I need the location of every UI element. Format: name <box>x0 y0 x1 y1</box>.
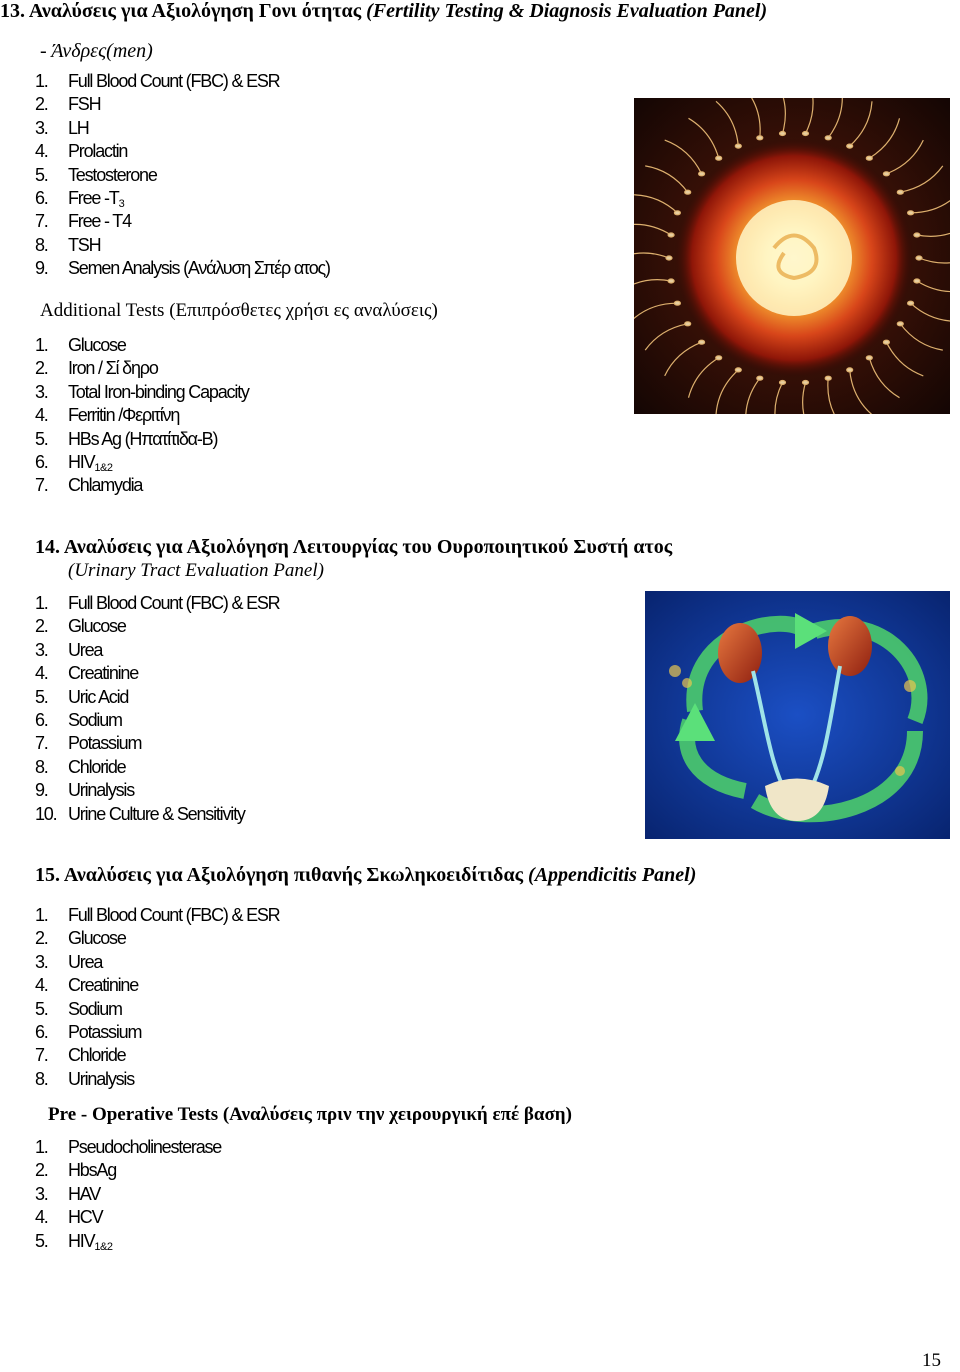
list-item-number: 1. <box>35 905 48 925</box>
sperm-egg-graphic <box>634 98 950 414</box>
list-item-number: 7. <box>35 733 48 754</box>
list-item-text: Prolactin <box>68 141 128 162</box>
sperm-head <box>666 256 672 260</box>
list-item <box>35 904 279 927</box>
sperm-head <box>716 356 722 360</box>
sperm-head <box>668 233 674 237</box>
list-item <box>35 140 330 163</box>
list-item-number: 10. <box>35 803 57 824</box>
list-item-number: 8. <box>35 756 48 777</box>
list-item-text: HIV <box>68 1230 95 1251</box>
page-number: 15 <box>922 1350 941 1371</box>
list-item-text: Glucose <box>68 616 126 637</box>
list-item <box>35 451 249 474</box>
sperm-head <box>735 144 741 148</box>
list-item-text: Uric Acid <box>68 686 129 707</box>
list-item <box>35 187 330 210</box>
list-item <box>35 93 330 116</box>
sperm-head <box>916 256 922 260</box>
list-item-number: 3. <box>35 381 48 402</box>
list-item <box>35 210 330 233</box>
list-item <box>35 381 249 404</box>
men-tests-list <box>35 70 330 281</box>
sperm-head <box>780 132 786 136</box>
sperm-head <box>908 301 914 305</box>
list-item <box>35 615 279 638</box>
list-item <box>35 779 279 802</box>
sperm-head <box>674 211 680 215</box>
list-item-number: 4. <box>35 141 48 162</box>
list-item-text: HbsAg <box>68 1160 117 1181</box>
list-item <box>35 639 279 662</box>
sperm-head <box>825 376 831 380</box>
list-item-text: Sodium <box>68 709 122 730</box>
list-item <box>35 709 279 732</box>
list-item-text: HCV <box>68 1207 103 1228</box>
list-item-number: 5. <box>35 428 48 449</box>
list-item-number: 5. <box>35 164 48 185</box>
list-item <box>35 234 330 257</box>
list-item-number: 7. <box>35 211 48 232</box>
list-item-number: 6. <box>35 709 48 730</box>
sperm-head <box>847 368 853 372</box>
list-item <box>35 1183 221 1206</box>
list-item-number: 1. <box>35 1137 48 1157</box>
sperm-head <box>803 132 809 136</box>
sperm-head <box>897 190 903 194</box>
list-item-text: Full Blood Count (FBC) & ESR <box>68 71 280 91</box>
list-item-text: Full Blood Count (FBC) & ESR <box>68 593 280 613</box>
appendicitis-tests-list <box>35 904 279 1091</box>
preop-tests-list <box>35 1136 221 1253</box>
sperm-head <box>914 233 920 237</box>
list-item-text: Urea <box>68 639 103 660</box>
list-item-number: 7. <box>35 475 48 496</box>
sperm-head <box>897 322 903 326</box>
list-item-number: 2. <box>35 928 48 949</box>
sperm-head <box>685 322 691 326</box>
list-item-text: Potassium <box>68 733 142 754</box>
list-item-text: Urinalysis <box>68 780 135 801</box>
sperm-egg-image <box>634 98 950 414</box>
list-item-number: 7. <box>35 1045 48 1066</box>
additional-tests-list <box>35 334 249 498</box>
list-item <box>35 117 330 140</box>
list-item-text: Urea <box>68 951 103 972</box>
list-item-number: 1. <box>35 71 48 91</box>
section14-title-en: (Urinary Tract Evaluation Panel) <box>68 560 324 581</box>
list-item-text: HBs Ag (Ηπατίτιδα-Β) <box>68 428 218 449</box>
list-item-number: 3. <box>35 1183 48 1204</box>
list-item-number: 1. <box>35 593 48 613</box>
list-item-subscript: 3 <box>118 197 125 210</box>
list-item <box>35 686 279 709</box>
section15-title-en: (Appendicitis Panel) <box>528 864 697 886</box>
section13-title-en: (Fertility Testing & Diagnosis Evaluation Panel) <box>366 0 768 22</box>
sperm-head <box>735 368 741 372</box>
sperm-head <box>866 356 872 360</box>
list-item-number: 4. <box>35 975 48 996</box>
list-item <box>35 1206 221 1229</box>
list-item-text: Free - T4 <box>68 211 131 232</box>
list-item-text: TSH <box>68 234 101 255</box>
additional-tests-label: Additional Tests (Επιπρόσθετες χρήσι ες αναλύσεις) <box>40 300 438 321</box>
list-item-number: 5. <box>35 686 48 707</box>
list-item <box>35 404 249 427</box>
list-item-text: Glucose <box>68 928 126 949</box>
list-item-text: Ferritin /Φεριτίνη <box>68 405 180 426</box>
list-item-text: Chloride <box>68 756 126 777</box>
list-item <box>35 474 249 497</box>
list-item <box>35 334 249 357</box>
list-item-number: 3. <box>35 117 48 138</box>
sperm-head <box>825 136 831 140</box>
section13-title <box>0 0 767 23</box>
list-item-number: 4. <box>35 1207 48 1228</box>
sperm-head <box>699 172 705 176</box>
list-item <box>35 1159 221 1182</box>
list-item-text: Urinalysis <box>68 1068 135 1089</box>
list-item-text: HIV <box>68 451 95 472</box>
preop-tests-label: Pre - Operative Tests (Αναλύσεις πριν την χειρουργική επέ βαση) <box>48 1104 572 1125</box>
section13-title-main: 13. Αναλύσεις για Αξιολόγηση Γονι ότητας <box>0 0 362 22</box>
list-item-text: FSH <box>68 94 101 115</box>
section15-title <box>35 864 696 887</box>
list-item-number: 3. <box>35 639 48 660</box>
list-item-text: Creatinine <box>68 663 139 684</box>
list-item-number: 9. <box>35 258 48 279</box>
list-item <box>35 927 279 950</box>
list-item-text: Total Iron-binding Capacity <box>68 381 249 402</box>
list-item-number: 8. <box>35 234 48 255</box>
list-item-text: Urine Culture & Sensitivity <box>68 803 245 824</box>
sperm-head <box>716 156 722 160</box>
list-item-number: 5. <box>35 1230 48 1251</box>
list-item-number: 4. <box>35 405 48 426</box>
list-item <box>35 951 279 974</box>
list-item-number: 1. <box>35 335 48 355</box>
sperm-head <box>803 381 809 385</box>
list-item-text: Chloride <box>68 1045 126 1066</box>
list-item-text: Semen Analysis (Ανάλυση Σπέρ ατος) <box>68 258 330 279</box>
list-item-number: 5. <box>35 998 48 1019</box>
list-item-text: LH <box>68 117 89 138</box>
list-item <box>35 1044 279 1067</box>
list-item-text: Free -T <box>68 187 119 208</box>
list-item-text: Creatinine <box>68 975 139 996</box>
list-item <box>35 998 279 1021</box>
sperm-head <box>674 301 680 305</box>
sperm-head <box>847 144 853 148</box>
list-item <box>35 592 279 615</box>
list-item-text: Pseudocholinesterase <box>68 1137 222 1157</box>
list-item <box>35 974 279 997</box>
urinary-tract-graphic <box>645 591 950 839</box>
list-item-number: 8. <box>35 1068 48 1089</box>
list-item <box>35 257 330 280</box>
sperm-head <box>866 156 872 160</box>
list-item-number: 6. <box>35 1021 48 1042</box>
list-item-number: 2. <box>35 358 48 379</box>
list-item-text: Iron / Σί δηρο <box>68 358 158 379</box>
list-item <box>35 357 249 380</box>
list-item <box>35 732 279 755</box>
list-item-text: Testosterone <box>68 164 157 185</box>
urinary-tests-list <box>35 592 279 826</box>
list-item-subscript: 1&2 <box>94 1240 113 1253</box>
list-item-text: Full Blood Count (FBC) & ESR <box>68 905 280 925</box>
list-item <box>35 662 279 685</box>
urinary-tract-image <box>645 591 950 839</box>
sperm-head <box>685 190 691 194</box>
list-item <box>35 1230 221 1253</box>
list-item-text: Sodium <box>68 998 122 1019</box>
list-item-number: 2. <box>35 94 48 115</box>
sperm-head <box>908 211 914 215</box>
list-item-number: 3. <box>35 951 48 972</box>
section15-title-main: 15. Αναλύσεις για Αξιολόγηση πιθανής Σκωληκοειδίτιδας <box>35 864 524 886</box>
list-item-subscript: 1&2 <box>94 461 113 474</box>
list-item-number: 4. <box>35 663 48 684</box>
list-item <box>35 803 279 826</box>
list-item-number: 6. <box>35 451 48 472</box>
list-item-number: 6. <box>35 187 48 208</box>
list-item <box>35 428 249 451</box>
list-item-number: 9. <box>35 780 48 801</box>
list-item <box>35 164 330 187</box>
list-item-number: 2. <box>35 1160 48 1181</box>
list-item <box>35 1136 221 1159</box>
list-item-text: HAV <box>68 1183 101 1204</box>
sperm-head <box>757 376 763 380</box>
list-item <box>35 756 279 779</box>
men-label: - Άνδρες(men) <box>40 40 153 62</box>
list-item <box>35 1021 279 1044</box>
sperm-head <box>668 279 674 283</box>
list-item <box>35 70 330 93</box>
sperm-head <box>757 136 763 140</box>
sperm-head <box>780 381 786 385</box>
list-item-text: Potassium <box>68 1021 142 1042</box>
sperm-head <box>699 340 705 344</box>
list-item-text: Chlamydia <box>68 475 143 496</box>
sperm-head <box>883 172 889 176</box>
list-item <box>35 1068 279 1091</box>
list-item-number: 2. <box>35 616 48 637</box>
sperm-head <box>914 279 920 283</box>
list-item-text: Glucose <box>68 335 126 355</box>
sperm-head <box>883 340 889 344</box>
section14-title-main: 14. Αναλύσεις για Αξιολόγηση Λειτουργίας του Ουροποιητικού Συστή ατος <box>35 536 673 558</box>
